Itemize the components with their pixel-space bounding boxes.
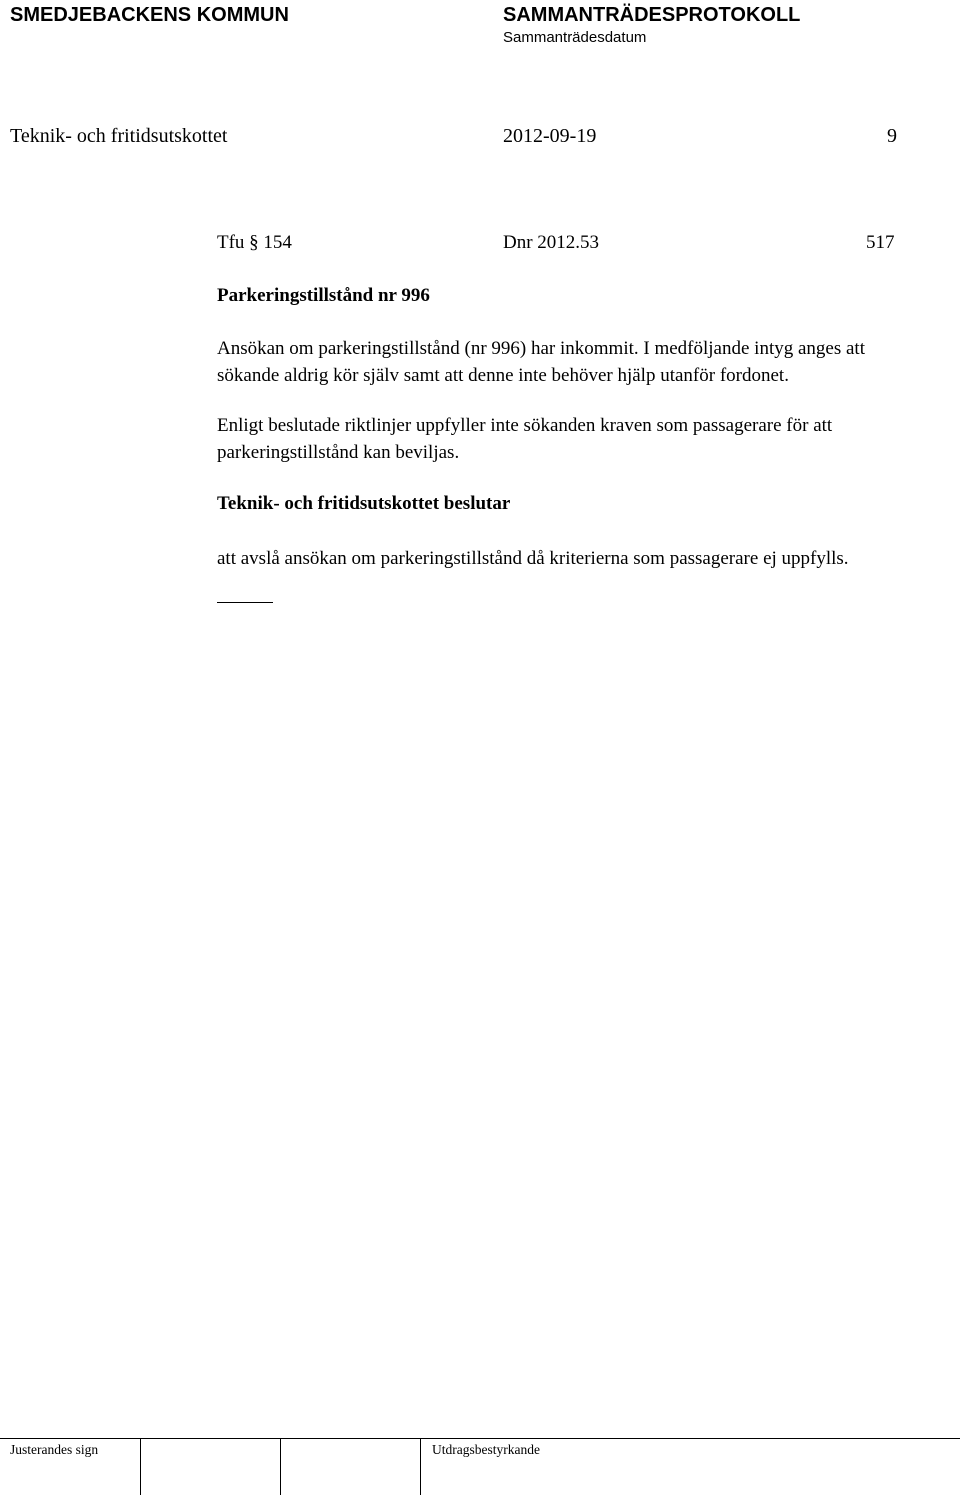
end-divider: [217, 602, 273, 603]
sign-box-divider: [420, 1439, 421, 1495]
adjuster-sign-label: Justerandes sign: [10, 1442, 99, 1457]
signature-footer: [0, 1438, 960, 1495]
sign-box-divider: [280, 1439, 281, 1495]
decision-heading: Teknik- och fritidsutskottet beslutar: [217, 493, 511, 514]
case-section: [217, 229, 917, 603]
paragraph-reference: Tfu § 154: [217, 232, 292, 253]
case-reference-row: [217, 229, 917, 256]
diary-number: Dnr 2012.53: [503, 232, 600, 253]
meeting-date-label: Sammanträdesdatum: [503, 29, 647, 46]
committee-name: Teknik- och fritidsutskottet: [10, 125, 228, 147]
case-code: 517: [866, 232, 895, 253]
case-title: Parkeringstillstånd nr 996: [217, 285, 430, 306]
document-type: SAMMANTRÄDESPROTOKOLL: [503, 4, 801, 26]
municipality-name: SMEDJEBACKENS KOMMUN: [10, 4, 289, 26]
application-paragraph: Ansökan om parkeringstillstånd (nr 996) har inkommit. I medföljande intyg anges att sökande aldrig kör själv samt att denne inte behöver hjälp utanför fordonet.: [217, 338, 865, 386]
extract-certification-label: Utdragsbestyrkande: [432, 1442, 540, 1457]
meeting-date: 2012-09-19: [503, 125, 597, 147]
page-number: 9: [887, 125, 897, 147]
sign-box-divider: [140, 1439, 141, 1495]
guidelines-paragraph: Enligt beslutade riktlinjer uppfyller inte sökanden kraven som passagerare för att parkeringstillstånd kan beviljas.: [217, 415, 833, 463]
decision-text: att avslå ansökan om parkeringstillstånd då kriterierna som passagerare ej uppfylls.: [217, 548, 849, 569]
